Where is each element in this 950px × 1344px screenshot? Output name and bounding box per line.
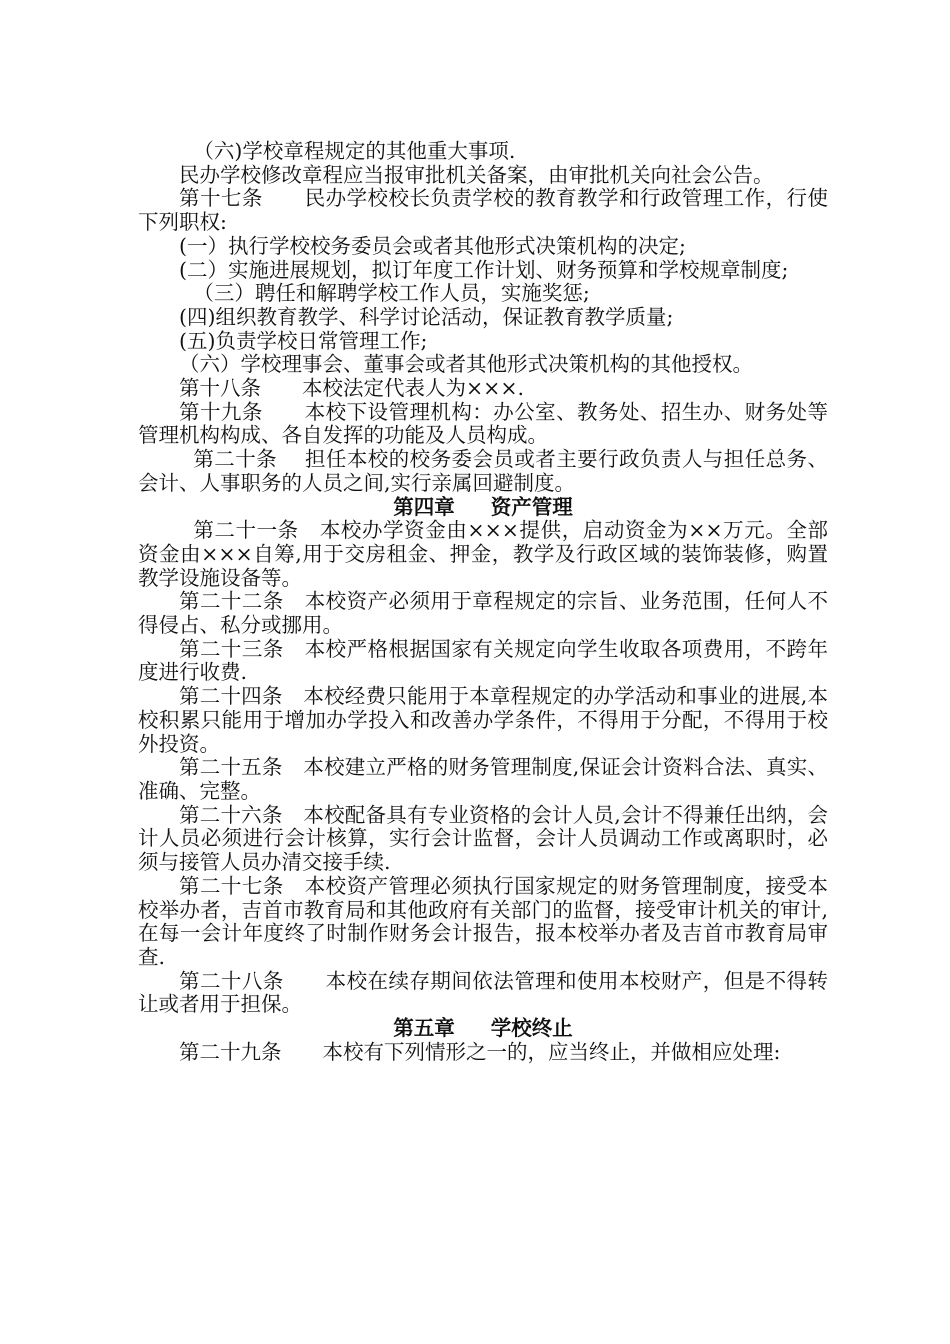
- article-26: 第二十六条 本校配备具有专业资格的会计人员,会计不得兼任出纳，会计人员必须进行会计核算，实行会计监督，会计人员调动工作或离职时，必须与接管人员办清交接手续.: [138, 802, 828, 875]
- chapter-title: 资产管理: [490, 494, 573, 519]
- article-20: 第二十条 担任本校的校务委会员或者主要行政负责人与担任总务、会计、人事职务的人员之间,实行亲属回避制度。: [138, 447, 828, 495]
- paragraph: 民办学校修改章程应当报审批机关备案，由审批机关向社会公告。: [179, 162, 774, 187]
- list-item: (二）实施进展规划，拟订年度工作计划、财务预算和学校规章制度;: [179, 257, 789, 282]
- list-item: （六）学校理事会、董事会或者其他形式决策机构的其他授权。: [179, 352, 753, 377]
- article-17: 第十七条 民办学校校长负责学校的教育教学和行政管理工作，行使下列职权:: [138, 186, 828, 235]
- list-item: (五)负责学校日常管理工作;: [179, 328, 428, 353]
- list-item: （三）聘任和解聘学校工作人员，实施奖惩;: [193, 281, 590, 306]
- paragraph: （六)学校章程规定的其他重大事项.: [193, 139, 516, 163]
- chapter-number: 第四章: [393, 494, 455, 519]
- article-25: 第二十五条 本校建立严格的财务管理制度,保证会计资料合法、真实、准确、完整。: [138, 755, 828, 803]
- article-27: 第二十七条 本校资产管理必须执行国家规定的财务管理制度，接受本校举办者，吉首市教育局和其他政府有关部门的监督，接受审计机关的审计,在每一会计年度终了时制作财务会计报告，报本校举办者及吉首市教育局审查.: [138, 873, 828, 969]
- article-28: 第二十八条 本校在续存期间依法管理和使用本校财产，但是不得转让或者用于担保。: [138, 968, 828, 1017]
- article-24: 第二十四条 本校经费只能用于本章程规定的办学活动和事业的进展,本校积累只能用于增加办学投入和改善办学条件，不得用于分配，不得用于校外投资。: [138, 684, 828, 756]
- list-item: (四)组织教育教学、科学讨论活动，保证教育教学质量;: [179, 304, 674, 329]
- article-23: 第二十三条 本校严格根据国家有关规定向学生收取各项费用，不跨年度进行收费.: [138, 636, 828, 685]
- list-item: (一）执行学校校务委员会或者其他形式决策机构的决定;: [179, 233, 686, 258]
- article-18: 第十八条 本校法定代表人为×××.: [179, 376, 525, 401]
- document-page: [138, 140, 828, 1064]
- article-22: 第二十二条 本校资产必须用于章程规定的宗旨、业务范围，任何人不得侵占、私分或挪用。: [138, 589, 828, 638]
- chapter-number: 第五章: [393, 1016, 455, 1041]
- article-29: 第二十九条 本校有下列情形之一的，应当终止，并做相应处理:: [179, 1039, 781, 1064]
- chapter-heading: [138, 496, 828, 520]
- article-21: 第二十一条 本校办学资金由×××提供，启动资金为××万元。全部资金由×××自筹,用于交房租金、押金，教学及行政区域的装饰装修，购置教学设施设备等。: [138, 518, 828, 590]
- chapter-heading: [138, 1017, 828, 1041]
- article-19: 第十九条 本校下设管理机构：办公室、教务处、招生办、财务处等管理机构构成、各自发挥的功能及人员构成。: [138, 399, 828, 448]
- chapter-title: 学校终止: [490, 1016, 573, 1041]
